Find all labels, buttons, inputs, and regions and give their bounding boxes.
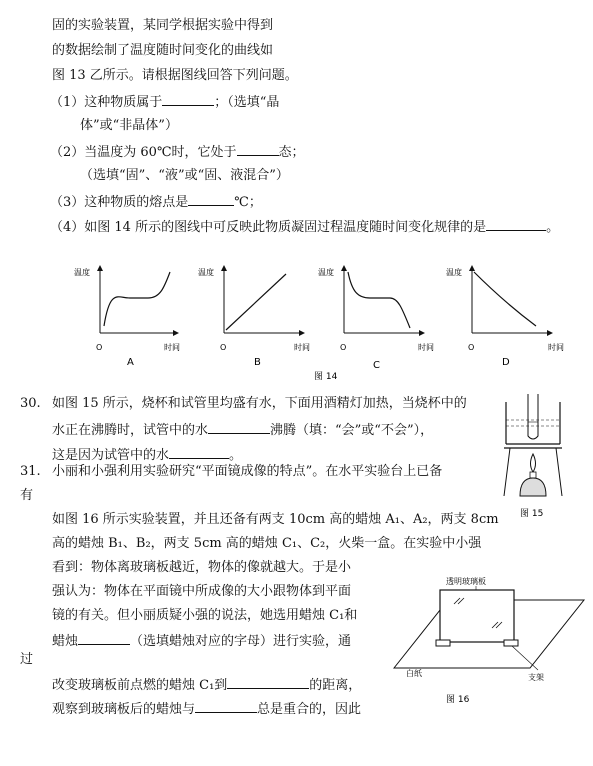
question-3-text: （3）这种物质的熔点是 bbox=[50, 195, 189, 210]
figure-15-caption: 图 15 bbox=[520, 509, 544, 519]
question-2 bbox=[50, 143, 305, 161]
x-label-c: 时间 bbox=[418, 343, 434, 352]
question-2-text: （2）当温度为 60℃时，它处于 bbox=[50, 145, 237, 160]
figure-15 bbox=[498, 392, 578, 522]
question-31-text-9b: 总是重合的，因此 bbox=[257, 702, 362, 717]
graph-a bbox=[74, 266, 180, 368]
figure-14 bbox=[60, 258, 580, 388]
y-label-b: 温度 bbox=[198, 268, 214, 277]
question-31-text-8b: 的距离， bbox=[309, 678, 362, 693]
curve-a bbox=[104, 272, 170, 326]
question-31-line-2: 如图 16 所示实验装置，并且还备有两支 10cm 高的蜡烛 A₁、A₂，两支 8cm bbox=[52, 512, 499, 527]
origin-c: O bbox=[340, 343, 347, 352]
graph-label-c: C bbox=[373, 360, 380, 371]
y-label-d: 温度 bbox=[446, 268, 462, 277]
question-30-text-c: 这是因为试管中的水 bbox=[52, 448, 170, 463]
curve-d bbox=[474, 272, 536, 326]
question-31-line-1-wrap: 有 bbox=[20, 488, 34, 503]
question-30-text-a: 水正在沸腾时，试管中的水 bbox=[52, 423, 209, 438]
x-label-a: 时间 bbox=[164, 343, 180, 352]
answer-blank-3[interactable] bbox=[188, 193, 234, 206]
question-31-line-5: 强认为：物体在平面镜中所成像的大小跟物体到平面 bbox=[52, 584, 352, 599]
question-2-state: 态； bbox=[278, 145, 305, 160]
question-31-line-8 bbox=[52, 676, 361, 694]
graph-label-a: A bbox=[127, 357, 134, 368]
question-31-number: 31. bbox=[20, 464, 41, 479]
question-1-hint-cont: 体”或“非晶体”） bbox=[80, 118, 178, 133]
origin-a: O bbox=[96, 343, 103, 352]
question-3 bbox=[50, 193, 262, 211]
stand-label: 支架 bbox=[528, 673, 544, 682]
question-30-end: 。 bbox=[229, 448, 243, 463]
alcohol-lamp bbox=[520, 454, 546, 496]
graph-label-d: D bbox=[502, 357, 510, 368]
question-30-line-1: 如图 15 所示，烧杯和试管里均盛有水，下面用酒精灯加热，当烧杯中的 bbox=[52, 396, 467, 411]
answer-blank-2[interactable] bbox=[237, 143, 279, 156]
intro-line-3: 图 13 乙所示。请根据图线回答下列问题。 bbox=[52, 68, 298, 83]
glass-plate bbox=[440, 590, 514, 642]
answer-blank-30a[interactable] bbox=[208, 421, 270, 434]
intro-line-2: 的数据绘制了温度随时间变化的曲线如 bbox=[52, 43, 274, 58]
answer-blank-31c[interactable] bbox=[195, 700, 257, 713]
y-label-c: 温度 bbox=[318, 268, 334, 277]
answer-blank-4[interactable] bbox=[486, 218, 546, 231]
graph-label-b: B bbox=[254, 357, 261, 368]
question-2-hint: （选填“固”、“液”或“固、液混合”） bbox=[80, 168, 289, 183]
graph-d bbox=[446, 266, 564, 368]
x-label-b: 时间 bbox=[294, 343, 310, 352]
figure-14-caption: 图 14 bbox=[314, 372, 338, 382]
question-4 bbox=[50, 218, 559, 236]
y-label-a: 温度 bbox=[74, 268, 90, 277]
question-31-text-7b: （选填蜡烛对应的字母）进行实验，通 bbox=[130, 634, 352, 649]
question-30-line-3 bbox=[52, 446, 242, 464]
origin-b: O bbox=[220, 343, 227, 352]
graph-b bbox=[198, 266, 310, 368]
question-31-text-7a: 蜡烛 bbox=[52, 634, 79, 649]
x-label-d: 时间 bbox=[548, 343, 564, 352]
question-1-hint: ；（选填“晶 bbox=[214, 95, 280, 110]
question-31-line-7 bbox=[52, 632, 351, 650]
question-30-number: 30. bbox=[20, 396, 41, 411]
question-31-line-9 bbox=[52, 700, 361, 718]
question-31-line-1: 小丽和小强利用实验研究“平面镜成像的特点”。在水平实验台上已备 bbox=[52, 464, 443, 479]
graph-c bbox=[318, 266, 434, 371]
beaker bbox=[506, 402, 560, 444]
question-4-end: 。 bbox=[546, 220, 560, 235]
intro-line-1: 固的实验装置，某同学根据实验中得到 bbox=[52, 18, 274, 33]
answer-blank-30b[interactable] bbox=[169, 446, 229, 459]
glass-label: 透明玻璃板 bbox=[446, 577, 486, 586]
question-4-text: （4）如图 14 所示的图线中可反映此物质凝固过程温度随时间变化规律的是 bbox=[50, 220, 487, 235]
question-31-line-4: 看到：物体离玻璃板越近，物体的像就越大。于是小 bbox=[52, 560, 352, 575]
figure-16-caption: 图 16 bbox=[446, 695, 470, 705]
test-tube bbox=[528, 394, 538, 439]
question-31-line-7-wrap: 过 bbox=[20, 652, 34, 667]
curve-c bbox=[348, 272, 410, 328]
answer-blank-31b[interactable] bbox=[227, 676, 309, 689]
question-31-line-6: 镜的有关。但小丽质疑小强的说法，她选用蜡烛 C₁和 bbox=[52, 608, 358, 623]
curve-b bbox=[226, 274, 286, 330]
question-31-text-8a: 改变玻璃板前点燃的蜡烛 C₁到 bbox=[52, 678, 228, 693]
question-1 bbox=[50, 93, 279, 111]
answer-blank-1[interactable] bbox=[162, 93, 214, 106]
question-31-line-3: 高的蜡烛 B₁、B₂，两支 5cm 高的蜡烛 C₁、C₂，火柴一盒。在实验中小强 bbox=[52, 536, 482, 551]
question-30-line-2 bbox=[52, 421, 433, 439]
question-3-unit: ℃； bbox=[234, 195, 262, 210]
origin-d: O bbox=[468, 343, 475, 352]
figure-16 bbox=[388, 574, 588, 710]
answer-blank-31a[interactable] bbox=[78, 632, 130, 645]
paper-label: 白纸 bbox=[406, 669, 422, 678]
question-31-text-9a: 观察到玻璃板后的蜡烛与 bbox=[52, 702, 196, 717]
question-30-text-b: 沸腾（填：“会”或“不会”）， bbox=[270, 423, 434, 438]
question-1-text: （1）这种物质属于 bbox=[50, 95, 163, 110]
